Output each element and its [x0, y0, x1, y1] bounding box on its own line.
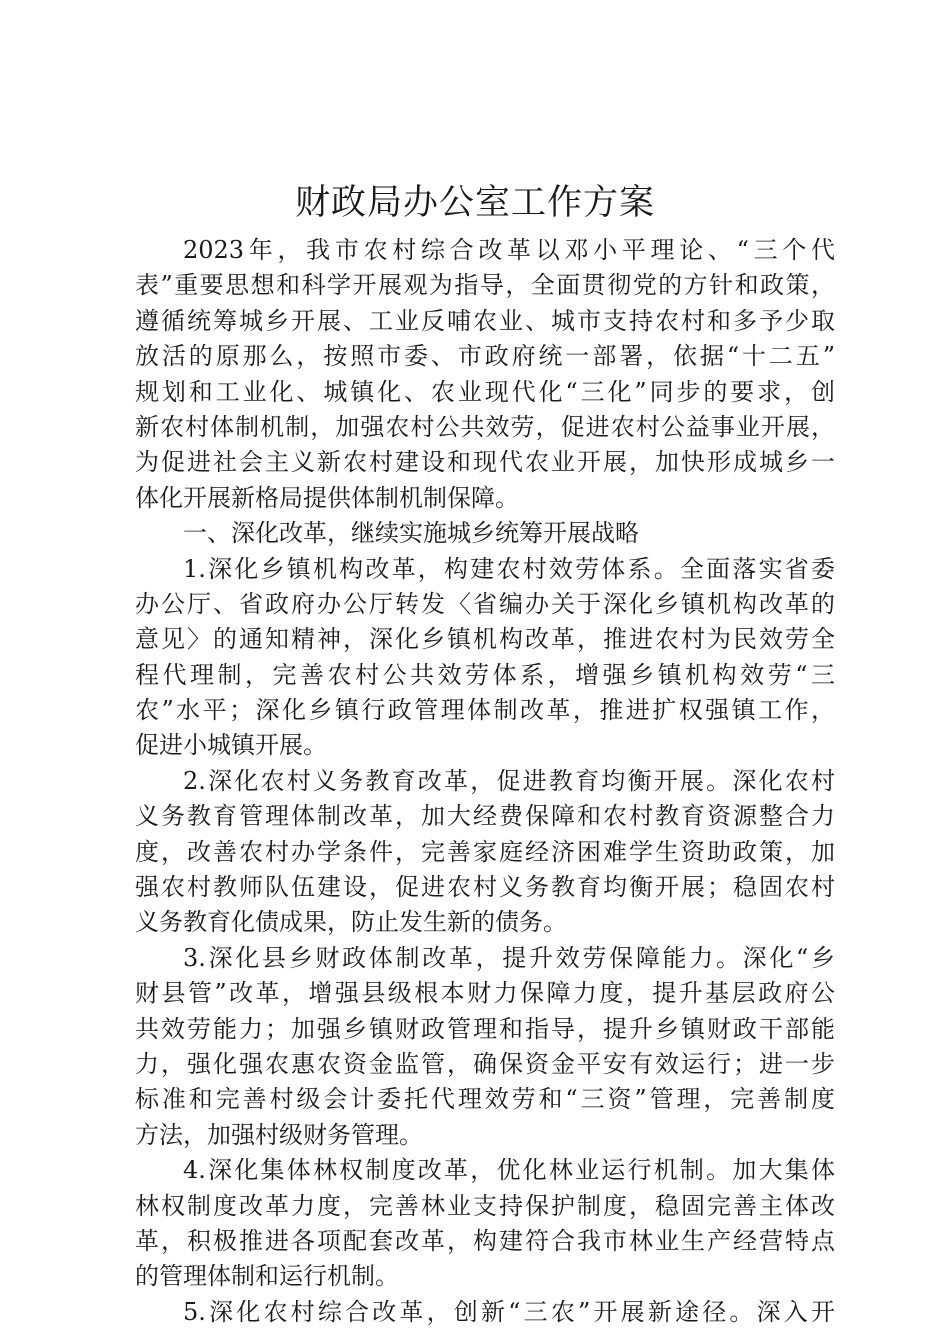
text-line: 促进小城镇开展。	[135, 731, 327, 760]
text-line: 标准和完善村级会计委托代理效劳和“三资”管理，完善制度	[135, 1085, 835, 1114]
text-line: 方法，加强村级财务管理。	[135, 1120, 423, 1149]
text-line: 新农村体制机制，加强农村公共效劳，促进农村公益事业开展，	[135, 412, 835, 441]
text-line: 革，积极推进各项配套改革，构建符合我市林业生产经营特点	[135, 1226, 835, 1255]
document-title: 财政局办公室工作方案	[294, 183, 655, 223]
document-body	[135, 233, 835, 1330]
text-line: 财县管”改革，增强县级根本财力保障力度，提升基层政府公	[135, 979, 835, 1008]
text-line: 办公厅、省政府办公厅转发〈省编办关于深化乡镇机构改革的	[135, 589, 835, 618]
text-line: 放活的原那么，按照市委、市政府统一部署，依据“十二五”	[135, 342, 835, 371]
text-line: 体化开展新格局提供体制机制保障。	[135, 483, 519, 512]
text-line: 力，强化强农惠农资金监管，确保资金平安有效运行；进一步	[135, 1049, 835, 1078]
text-line: 2.深化农村义务教育改革，促进教育均衡开展。深化农村	[183, 766, 835, 795]
text-line: 1.深化乡镇机构改革，构建农村效劳体系。全面落实省委	[183, 554, 835, 583]
text-line: 表”重要思想和科学开展观为指导，全面贯彻党的方针和政策，	[135, 271, 835, 300]
text-line: 3.深化县乡财政体制改革，提升效劳保障能力。深化“乡	[183, 943, 835, 972]
text-line: 强农村教师队伍建设，促进农村义务教育均衡开展；稳固农村	[135, 873, 835, 902]
text-line: 规划和工业化、城镇化、农业现代化“三化”同步的要求，创	[135, 377, 835, 406]
text-line: 为促进社会主义新农村建设和现代农业开展，加快形成城乡一	[135, 448, 835, 477]
text-line: 林权制度改革力度，完善林业支持保护制度，稳固完善主体改	[135, 1191, 835, 1220]
text-line: 意见〉的通知精神，深化乡镇机构改革，推进农村为民效劳全	[135, 625, 835, 654]
text-line: 4.深化集体林权制度改革，优化林业运行机制。加大集体	[183, 1156, 835, 1185]
text-line: 程代理制，完善农村公共效劳体系，增强乡镇机构效劳“三	[135, 660, 835, 689]
text-line: 义务教育管理体制改革，加大经费保障和农村教育资源整合力	[135, 802, 835, 831]
text-line: 农”水平；深化乡镇行政管理体制改革，推进扩权强镇工作，	[135, 696, 835, 725]
text-line: 义务教育化债成果，防止发生新的债务。	[135, 908, 567, 937]
text-line: 遵循统筹城乡开展、工业反哺农业、城市支持农村和多予少取	[135, 306, 835, 335]
text-line: 的管理体制和运行机制。	[135, 1262, 399, 1291]
text-line: 一、深化改革，继续实施城乡统筹开展战略	[183, 519, 639, 548]
text-line: 度，改善农村办学条件，完善家庭经济困难学生资助政策，加	[135, 837, 835, 866]
text-line: 共效劳能力；加强乡镇财政管理和指导，提升乡镇财政干部能	[135, 1014, 835, 1043]
text-line: 5.深化农村综合改革，创新“三农”开展新途径。深入开	[183, 1297, 835, 1326]
text-line: 2023年，我市农村综合改革以邓小平理论、“三个代	[183, 236, 835, 264]
